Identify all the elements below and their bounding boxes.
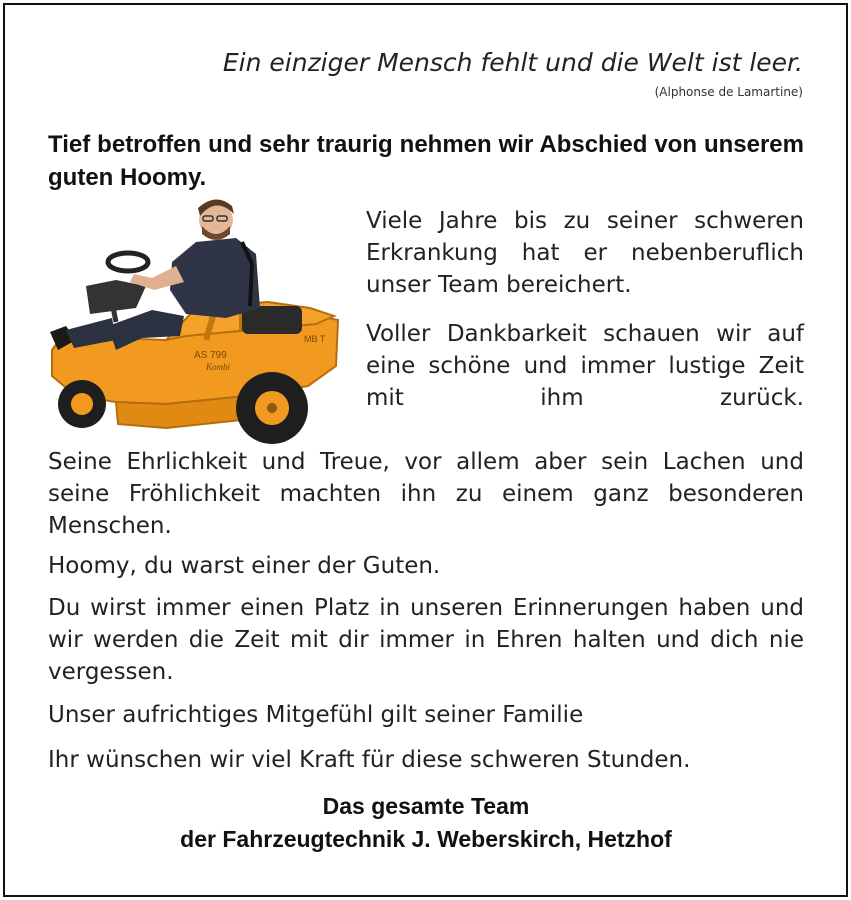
paragraph-gratitude: Voller Dankbarkeit schauen wir auf eine schöne und immer lustige Zeit mit ihm zurück. <box>366 321 804 411</box>
paragraph-condolences: Unser aufrichtiges Mitgefühl gilt seiner Familie <box>48 702 584 728</box>
paragraph-service: Viele Jahre bis zu seiner schweren Erkrankung hat er nebenberuflich unser Team bereichert. <box>366 208 804 298</box>
memorial-photo <box>46 190 342 448</box>
paragraph-memories: Du wirst immer einen Platz in unseren Erinnerungen haben und wir werden die Zeit mit dir immer in Ehren halten und dich nie vergessen. <box>48 595 804 685</box>
paragraph-one-of-the-good: Hoomy, du warst einer der Guten. <box>48 553 441 579</box>
signature-line-2: der Fahrzeugtechnik J. Weberskirch, Hetzhof <box>180 826 672 852</box>
mower-brand-label: Kombi <box>206 362 231 372</box>
mower-side-label: MB T <box>304 334 326 344</box>
signature-line-1: Das gesamte Team <box>322 793 530 819</box>
mower-model-label: AS 799 <box>194 350 227 361</box>
paragraph-character: Seine Ehrlichkeit und Treue, vor allem aber sein Lachen und seine Fröhlichkeit machten ihn zu einem ganz besonderen Menschen. <box>48 449 804 539</box>
quote-text: Ein einziger Mensch fehlt und die Welt ist leer. <box>222 48 803 77</box>
quote-author: (Alphonse de Lamartine) <box>654 85 803 99</box>
headline: Tief betroffen und sehr traurig nehmen wir Abschied von unserem guten Hoomy. <box>48 131 804 191</box>
man-on-ride-on-mower-icon <box>46 190 342 448</box>
paragraph-strength: Ihr wünschen wir viel Kraft für diese schweren Stunden. <box>48 747 691 773</box>
